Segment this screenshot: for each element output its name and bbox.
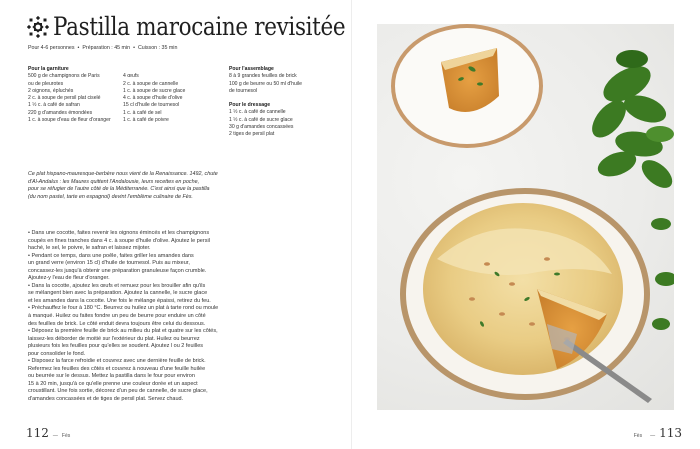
- step-line: • Pendant ce temps, dans une poêle, faites griller les amandes dans: [28, 252, 194, 259]
- step-line: à manqué. Huilez ou faites fondre un peu de beurre pour enduire un côté: [28, 313, 206, 320]
- ingredient: ou de pleurotes: [28, 80, 64, 87]
- zellige-ornament-icon: [27, 16, 49, 38]
- step-line: laissez-les déborder de moitié sur l'extérieur du plat. Huilez ou beurrez: [28, 335, 200, 342]
- step-line: pour consolider le fond.: [28, 350, 86, 357]
- page-number: 112: [26, 426, 49, 440]
- parsley-bunch: [586, 50, 674, 193]
- step-line: 15 à 20 min, jusqu'à ce qu'elle prenne une couleur dorée et un aspect: [28, 380, 198, 387]
- ingredient: 1 c. à soupe d'eau de fleur d'oranger: [28, 117, 111, 124]
- ingredient: de tournesol: [229, 87, 258, 94]
- step-line: concassez-les jusqu'à obtenir une préparation granuleuse façon crumble.: [28, 267, 207, 274]
- assemblage-heading: Pour l'assemblage: [229, 66, 274, 72]
- ingredient: 2 tiges de persil plat: [229, 131, 275, 138]
- pastilla-illustration: [377, 24, 674, 410]
- folio-left: [26, 426, 70, 440]
- step-line: • Disposez la farce refroidie et couvrez avec une dernière feuille de brick.: [28, 358, 206, 365]
- ingredient: 100 g de beurre ou 50 ml d'huile: [229, 80, 302, 87]
- step-line: • Dans la cocotte, ajoutez les œufs et remuez pour les brouiller afin qu'ils: [28, 282, 206, 289]
- small-plate: [391, 24, 543, 148]
- step-line: • Déposez la première feuille de brick au milieu du plat et quatre sur les côtés,: [28, 328, 218, 335]
- page-number: 113: [659, 426, 682, 440]
- step-line: des feuilles de brick. Le côté enduit devra toujours être celui du dessous.: [28, 320, 206, 327]
- folio-dash: —: [650, 433, 656, 439]
- folio-dash: —: [52, 433, 58, 439]
- folio-city: Fès: [61, 433, 71, 439]
- title-row: [27, 12, 393, 41]
- dressage-heading: Pour le dressage: [229, 102, 271, 108]
- step-line: Ajoutez-y l'eau de fleur d'oranger.: [28, 275, 110, 282]
- folio-city: Fès: [633, 433, 643, 439]
- ingredient: 2 c. à soupe de persil plat ciselé: [28, 95, 101, 102]
- step-line: coupés en fines tranches dans 4 c. à soupe d'huile d'olive. Ajoutez le persil: [28, 237, 210, 244]
- intro-line: d'Al-Andalus : les Maures quittent l'Andalousie, leurs recettes en poche,: [28, 178, 200, 185]
- step-line: Refermez les feuilles des côtés et couvrez à nouveau d'une feuille huilée: [28, 365, 206, 372]
- ingredient: 1 c. à café de sel: [123, 109, 162, 116]
- ingredient: 1 ½ c. à café de safran: [28, 102, 80, 109]
- servings: Pour 4-6 personnes: [28, 45, 75, 51]
- cook-time: Cuisson : 35 min: [137, 45, 178, 51]
- intro-line: (du nom pastel, tarte en espagnol) devint l'emblème culinaire de Fès.: [28, 193, 193, 200]
- step-line: • Dans une cocotte, faites revenir les oignons émincés et les champignons: [28, 230, 210, 236]
- dressage-block: [229, 102, 293, 138]
- intro-line: Ce plat hispano-mauresque-berbère nous vient de la Renaissance. 1492, chute: [28, 171, 218, 177]
- step-line: d'amandes concassées et de tiges de persil plat. Servez chaud.: [28, 396, 184, 403]
- intro-paragraph: [28, 171, 254, 201]
- step-line: plusieurs fois les feuilles pour qu'elles se soudent. Ajoutez l ou 2 feuilles: [28, 343, 204, 350]
- ingredient: 30 g d'amandes concassées: [229, 123, 294, 130]
- step-line: et les amandes dans la cocotte. Une fois le mélange épaissi, retirez du feu.: [28, 297, 211, 304]
- large-plate: [400, 188, 652, 403]
- meta-separator: •: [77, 45, 80, 51]
- ingredient: 1 ½ c. à café de sucre glace: [229, 116, 293, 123]
- ingredient: 1 c. à café de poivre: [123, 117, 169, 124]
- ingredient: 4 c. à soupe d'huile d'olive: [123, 95, 183, 102]
- parsley-sprig: [651, 218, 674, 330]
- step-line: se mélangent bien avec la préparation. Ajoutez la cannelle, le sucre glace: [28, 290, 208, 297]
- ingredient: 220 g d'amandes émondées: [28, 109, 93, 116]
- folio-right: [630, 426, 682, 440]
- garniture-col1: [28, 66, 111, 124]
- ingredient: 2 oignons, épluchés: [28, 87, 74, 94]
- step-line: un grand verre (environ 15 cl) d'huile de tournesol. Puis au mixeur,: [28, 260, 190, 267]
- intro-line: pour se réfugier de l'autre côté de la Méditerranée. C'est ainsi que la pastilla: [28, 186, 210, 193]
- recipe-steps: [28, 230, 260, 404]
- ingredient: 8 à 9 grandes feuilles de brick: [229, 73, 297, 80]
- assemblage-block: [229, 66, 302, 95]
- step-line: haché, le sel, le poivre, le safran et laissez mijoter.: [28, 245, 151, 252]
- step-line: ou beurrée sur le dessus. Mettez la pastilla dans le four pour environ: [28, 373, 195, 380]
- garniture-col2: [123, 73, 185, 124]
- ingredient: 4 œufs: [123, 73, 139, 80]
- ingredient: 1 c. à soupe de sucre glace: [123, 87, 186, 94]
- step-line: croustillant. Une fois sortie, décorez d'un peu de cannelle, de sucre glace,: [28, 388, 208, 395]
- step-line: • Préchauffez le four à 180 °C. Beurrez ou huilez un plat à tarte rond ou moule: [28, 305, 219, 312]
- prep-time: Préparation : 45 min: [82, 45, 131, 51]
- ingredient: 15 cl d'huile de tournesol: [123, 102, 180, 109]
- ingredient: 500 g de champignons de Paris: [28, 73, 100, 80]
- garniture-heading: Pour la garniture: [28, 66, 69, 72]
- recipe-meta: [28, 45, 177, 51]
- meta-separator: •: [133, 45, 135, 51]
- pastilla-photo: [377, 24, 674, 410]
- recipe-title: Pastilla marocaine revisitée: [53, 12, 346, 41]
- ingredient: 2 c. à soupe de cannelle: [123, 80, 179, 87]
- ingredient: 1 ½ c. à café de cannelle: [229, 109, 286, 116]
